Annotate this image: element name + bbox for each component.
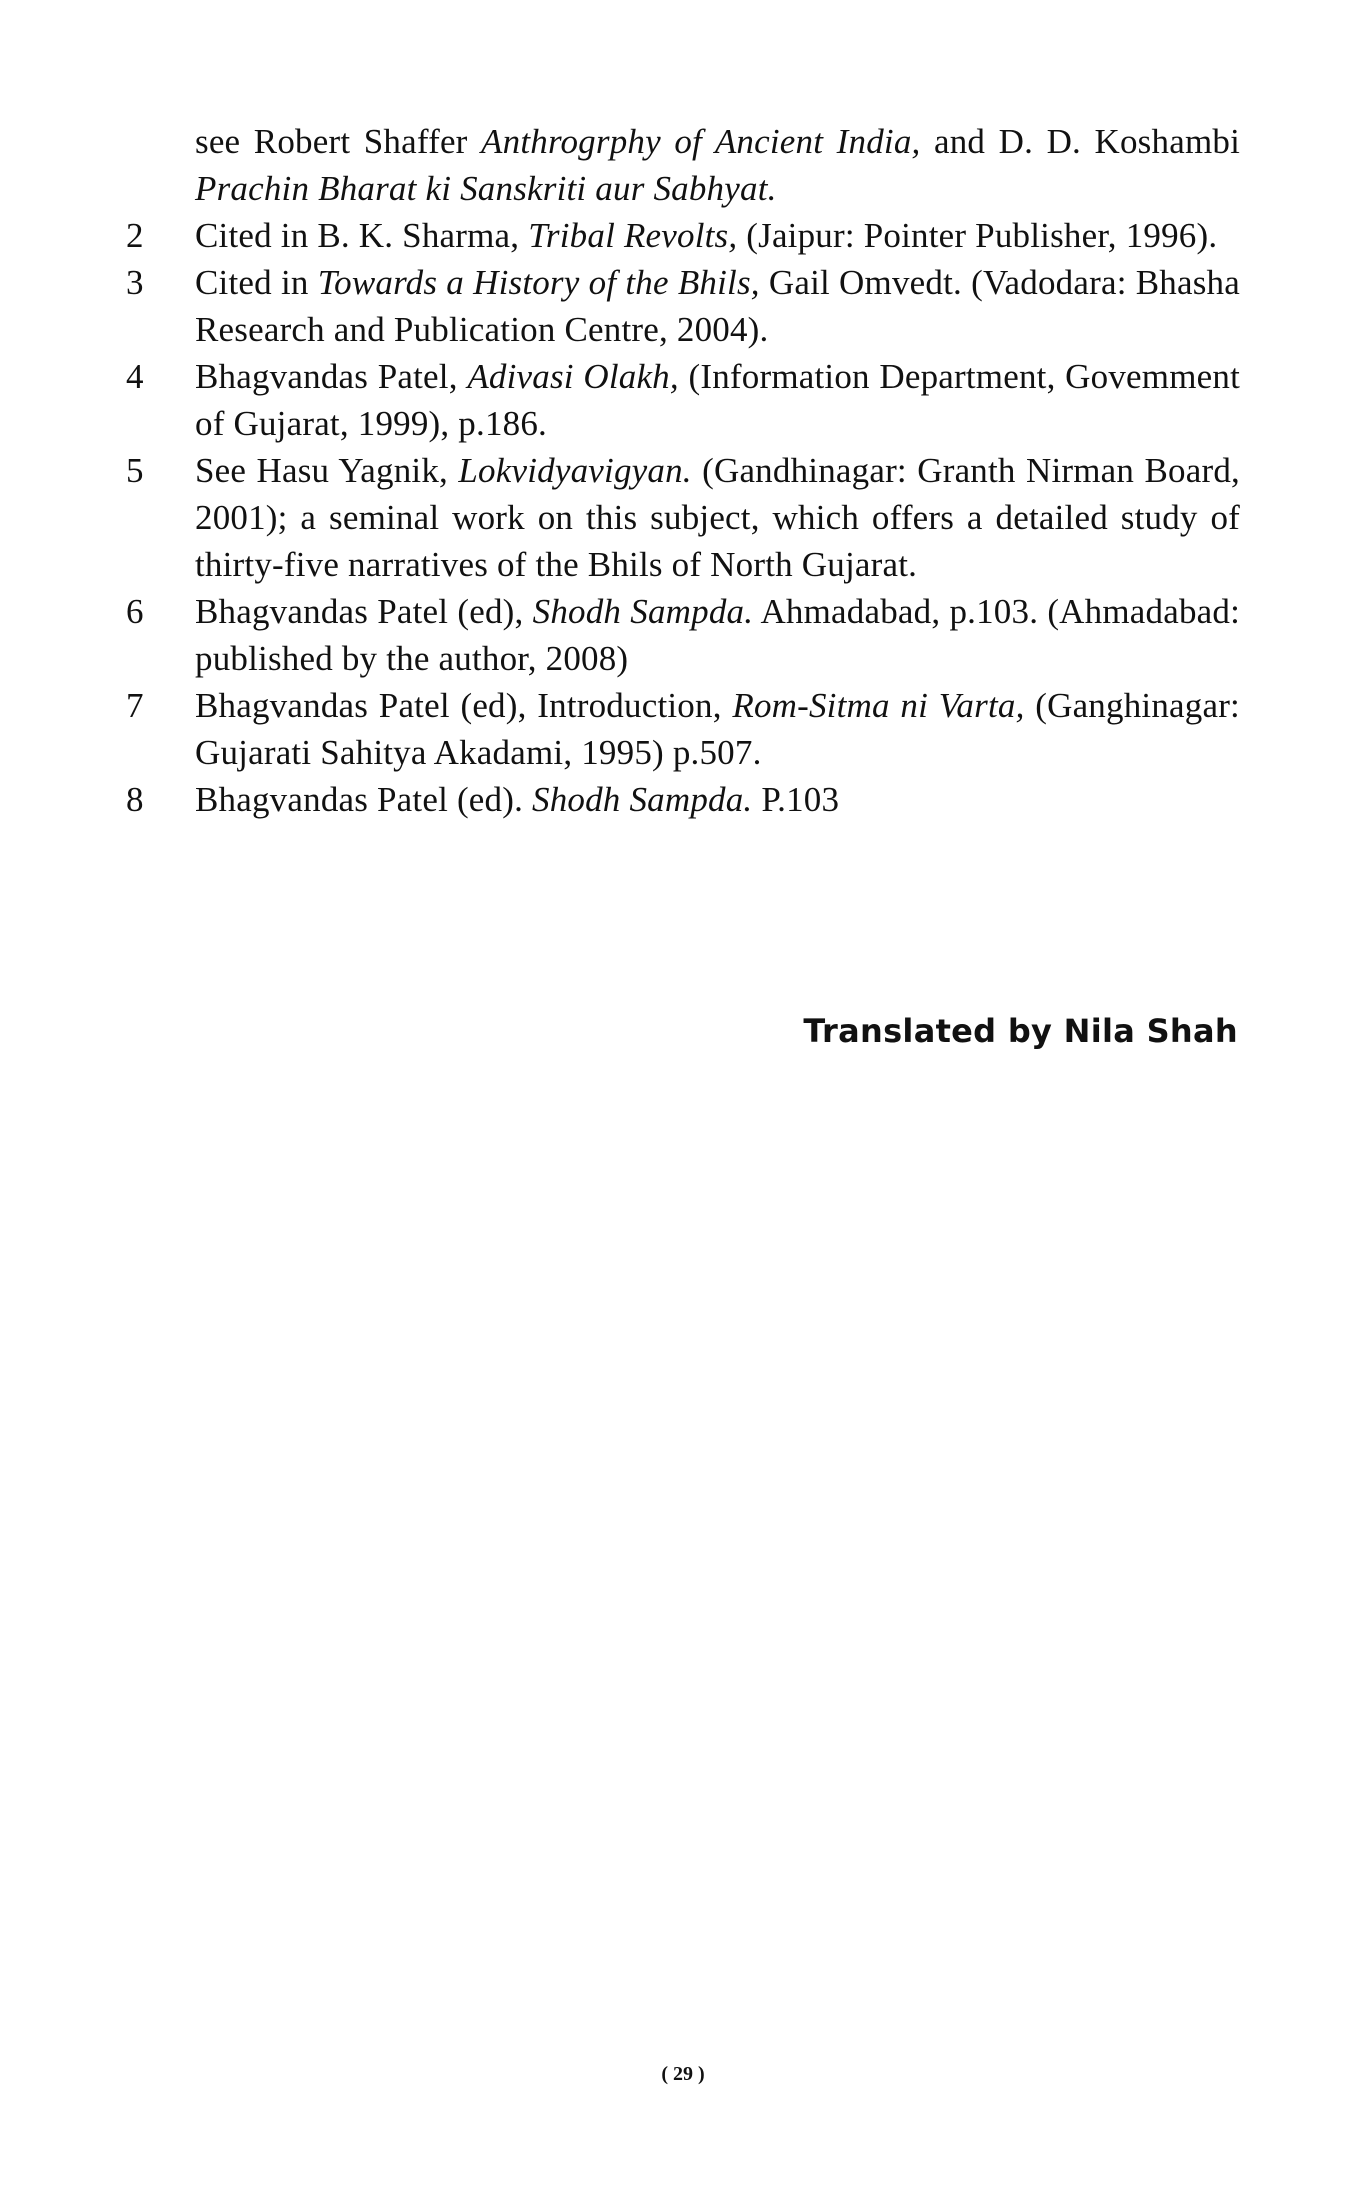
endnote-number: 4 <box>126 357 144 396</box>
endnotes-list <box>120 118 1240 823</box>
endnote-number: 5 <box>126 451 144 490</box>
endnote-8 <box>120 776 1240 823</box>
endnote-number: 2 <box>126 216 144 255</box>
endnote-text: Cited in B. K. Sharma, Tribal Revolts, (Jaipur: Pointer Publisher, 1996). <box>195 216 1218 255</box>
endnote-number: 6 <box>126 592 144 631</box>
page-number: ( 29 ) <box>661 2063 705 2085</box>
endnote-5 <box>120 447 1240 588</box>
endnote-text: Bhagvandas Patel (ed). Shodh Sampda. P.103 <box>195 780 840 819</box>
endnote-6 <box>120 588 1240 682</box>
endnote-7 <box>120 682 1240 776</box>
endnote-4 <box>120 353 1240 447</box>
endnote-2 <box>120 212 1240 259</box>
endnote-number: 7 <box>126 686 144 725</box>
endnote-text: Bhagvandas Patel (ed), Introduction, Rom-Sitma ni Varta, (Ganghinagar: Gujarati Sahitya Akadami, 1995) p.507. <box>195 686 1240 772</box>
endnote-text: Bhagvandas Patel (ed), Shodh Sampda. Ahmadabad, p.103. (Ahmadabad: published by the author, 2008) <box>195 592 1240 678</box>
endnote-text: See Hasu Yagnik, Lokvidyavigyan. (Gandhinagar: Granth Nirman Board, 2001); a seminal work on this subject, which offers a detailed study of thirty-five narratives of the Bhils of North Gujarat. <box>195 451 1240 584</box>
endnote-number: 3 <box>126 263 144 302</box>
endnote-text: see Robert Shaffer Anthrogrphy of Ancient India, and D. D. Koshambi Prachin Bharat ki Sanskriti aur Sabhyat. <box>195 122 1240 208</box>
endnote-continued <box>120 118 1240 212</box>
endnote-text: Bhagvandas Patel, Adivasi Olakh, (Information Department, Govemment of Gujarat, 1999), p.186. <box>195 357 1240 443</box>
translator-credit: Translated by Nila Shah <box>803 1012 1238 1050</box>
endnote-3 <box>120 259 1240 353</box>
endnote-text: Cited in Towards a History of the Bhils, Gail Omvedt. (Vadodara: Bhasha Research and Publication Centre, 2004). <box>195 263 1240 349</box>
endnote-number: 8 <box>126 780 144 819</box>
